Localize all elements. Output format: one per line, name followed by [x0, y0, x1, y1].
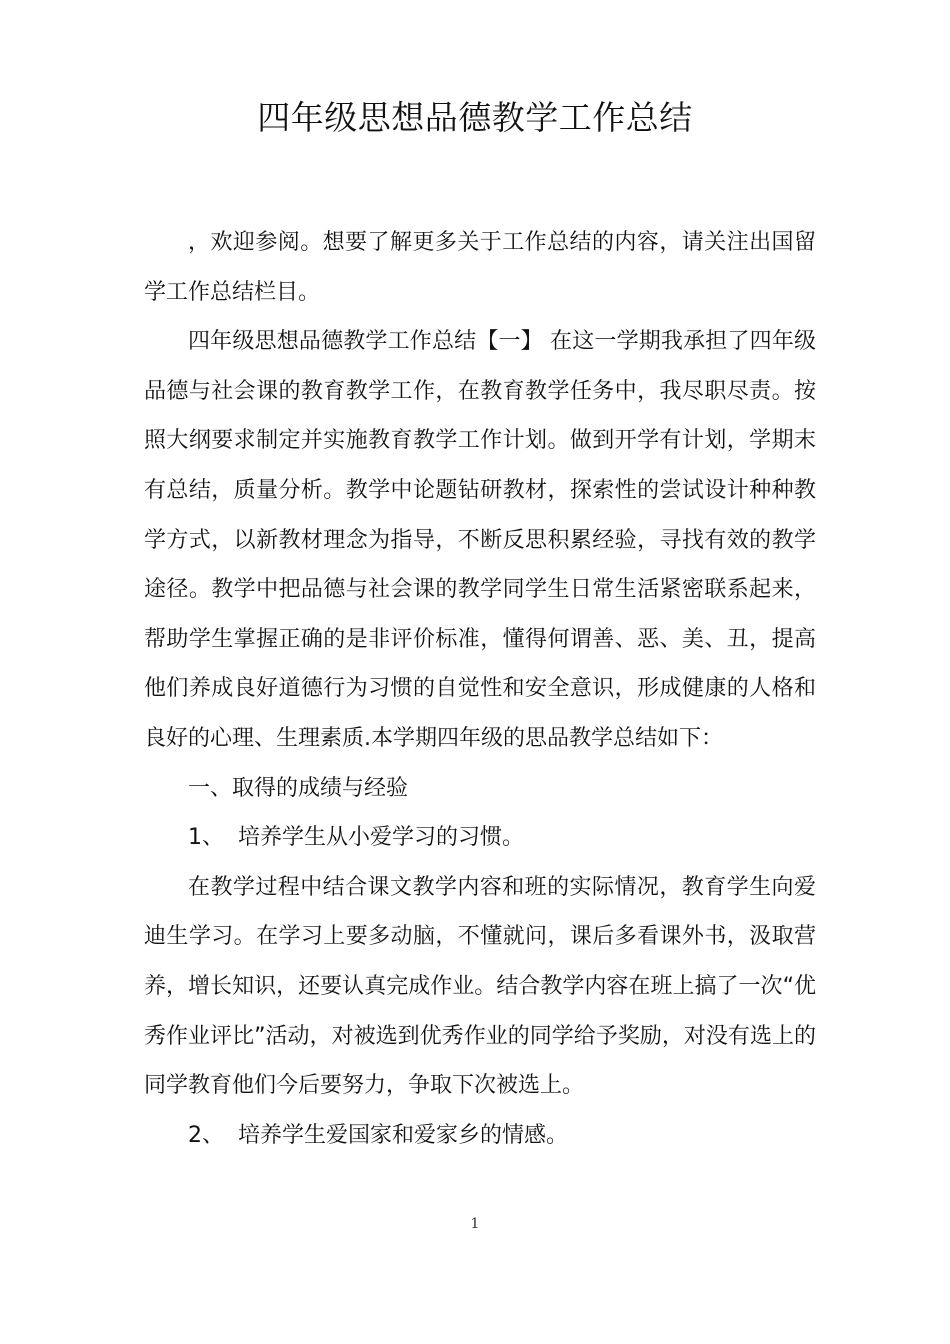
page-number: 1: [470, 1216, 480, 1232]
numbered-item-2: 2、 培养学生爱国家和爱家乡的情感。: [188, 1122, 568, 1148]
section-heading: 一、取得的成绩与经验: [188, 775, 409, 801]
detail-paragraph: 在教学过程中结合课文教学内容和班的实际情况，教育学生向爱迪生学习。在学习上要多动脑，不懂就问，课后多看课外书，汲取营养，增长知识，还要认真完成作业。结合教学内容在班上搞了一次“优秀作业评比”活动，对被选到优秀作业的同学给予奖励，对没有选上的同学教育他们今后要努力，争取下次被选上。: [144, 874, 816, 1099]
document-title: 四年级思想品德教学工作总结: [257, 98, 693, 137]
numbered-item-1: 1、 培养学生从小爱学习的习惯。: [188, 825, 524, 851]
document-body: [144, 218, 816, 1160]
summary-paragraph: 四年级思想品德教学工作总结【一】 在这一学期我承担了四年级品德与社会课的教育教学工作，在教育教学任务中，我尽职尽责。按照大纲要求制定并实施教育教学工作计划。做到开学有计划，学期末有总结，质量分析。教学中论题钻研教材，探索性的尝试设计种种教学方式，以新教材理念为指导，不断反思积累经验，寻找有效的教学途径。教学中把品德与社会课的教学同学生日常生活紧密联系起来，帮助学生掌握正确的是非评价标准，懂得何谓善、恶、美、丑，提高他们养成良好道德行为习惯的自觉性和安全意识，形成健康的人格和良好的心理、生理素质.本学期四年级的思品教学总结如下：: [144, 329, 816, 751]
intro-paragraph: ，欢迎参阅。想要了解更多关于工作总结的内容，请关注出国留学工作总结栏目。: [144, 230, 816, 305]
